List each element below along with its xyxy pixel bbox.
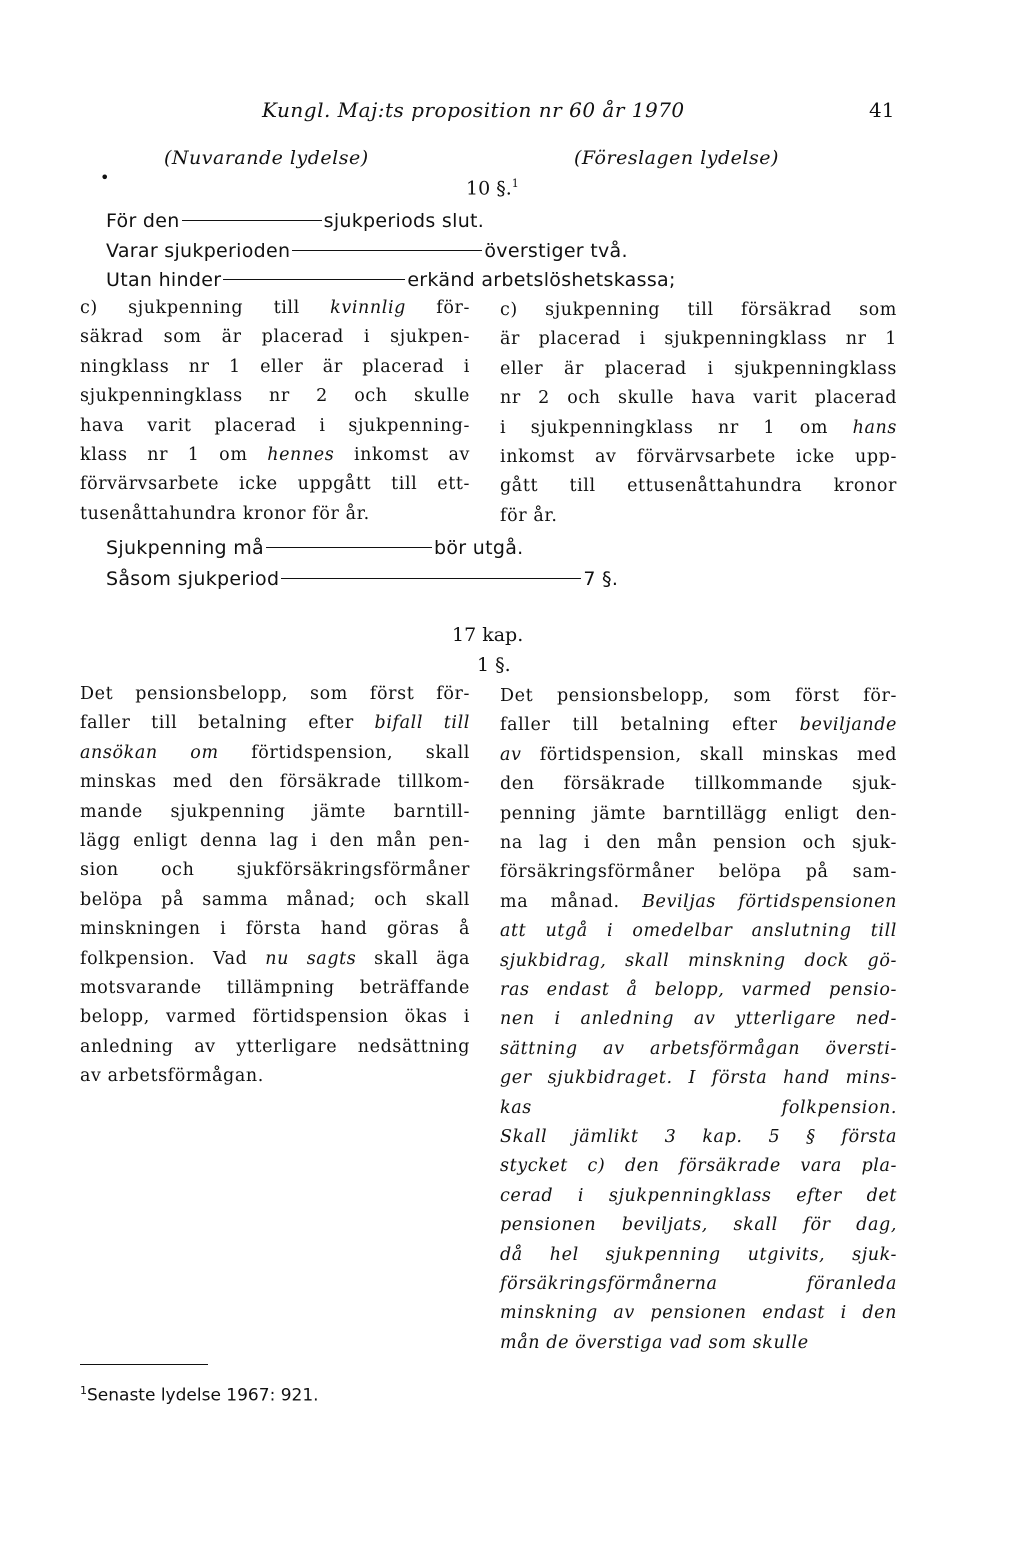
chapter-17-right-line: na lag i den mån pension och sjuk- xyxy=(500,833,897,853)
chapter-17-left-line: folkpension. Vad nu sagts skall äga xyxy=(80,948,470,969)
runin-line-3: Utan hinder erkänd arbetslöshetskassa; xyxy=(106,269,676,291)
chapter-17-right-line: att utgå i omedelbar anslutning till xyxy=(500,921,897,942)
section-10-left-line: tusenåttahundra kronor för år. xyxy=(80,503,370,524)
chapter-17-left-line: sion och sjukförsäkringsförmåner xyxy=(80,860,470,881)
chapter-17-right-line: den försäkrade tillkommande sjuk- xyxy=(500,774,897,795)
chapter-17-left-line: anledning av ytterligare nedsättning xyxy=(80,1036,470,1057)
chapter-heading: 17 kap. xyxy=(452,624,524,646)
chapter-17-right-line: nen i anledning av ytterligare ned- xyxy=(500,1009,897,1030)
chapter-17-right-line: faller till betalning efter beviljande xyxy=(500,715,897,736)
chapter-17-right-line: minskning av pensionen endast i den xyxy=(500,1303,897,1324)
section-10-left-line: klass nr 1 om hennes inkomst av xyxy=(80,445,470,465)
chapter-17-left-line: lägg enligt denna lag i den mån pen- xyxy=(80,831,470,851)
chapter-17-left-line: minskningen i första hand göras å xyxy=(80,919,470,940)
chapter-17-left-line: belopp, varmed förtidspension ökas i xyxy=(80,1007,470,1028)
chapter-17-right-line: pensionen beviljats, skall för dag, xyxy=(500,1215,897,1236)
runin-line-2: Varar sjukperioden överstiger två. xyxy=(106,240,628,262)
section-10-left-line: säkrad som är placerad i sjukpen- xyxy=(80,327,470,348)
section-10-left-line: c) sjukpenning till kvinnlig för- xyxy=(80,298,471,318)
chapter-17-left-line: minskas med den försäkrade tillkom- xyxy=(80,772,470,793)
chapter-17-right-line: ras endast å belopp, varmed pensio- xyxy=(500,980,897,1000)
section-10-right-line: i sjukpenningklass nr 1 om hans xyxy=(500,417,897,438)
chapter-17-right-line: penning jämte barntillägg enligt den- xyxy=(500,803,897,824)
section-10-left-line: förvärvsarbete icke uppgått till ett- xyxy=(80,474,470,495)
chapter-17-right-line: sättning av arbetsförmågan översti- xyxy=(500,1038,897,1059)
chapter-17-right-line: cerad i sjukpenningklass efter det xyxy=(500,1185,897,1206)
left-column-heading: (Nuvarande lydelse) xyxy=(164,147,369,169)
section-10-right-line: för år. xyxy=(500,505,558,526)
chapter-17-right-line: sjukbidrag, skall minskning dock gö- xyxy=(500,950,897,971)
section-10-left-line: ningklass nr 1 eller är placerad i xyxy=(80,356,470,377)
chapter-17-left-line: av arbetsförmågan. xyxy=(80,1066,264,1087)
section-10-mark: 10 §.$^1$ xyxy=(466,177,519,200)
chapter-17-right-line: ger sjukbidraget. I första hand mins- xyxy=(500,1068,897,1089)
footnote: $^1$Senaste lydelse 1967: 921. xyxy=(80,1384,319,1406)
chapter-17-right-line: stycket c) den försäkrade vara pla- xyxy=(500,1156,897,1177)
chapter-17-right-line: ma månad. Beviljas förtidspensionen xyxy=(500,891,897,912)
chapter-17-right-line: Skall jämlikt 3 kap. 5 § första xyxy=(500,1127,897,1147)
page-number: 41 xyxy=(869,98,895,122)
chapter-17-left-line: mande sjukpenning jämte barntill- xyxy=(80,801,470,822)
chapter-17-right-line: Det pensionsbelopp, som först för- xyxy=(500,686,897,706)
chapter-17-right-line: då hel sjukpenning utgivits, sjuk- xyxy=(500,1244,897,1265)
chapter-17-right-line: försäkringsförmåner belöpa på sam- xyxy=(500,862,897,883)
section-10-right-line: gått till ettusenåttahundra kronor xyxy=(500,476,897,497)
section-10-right-line: nr 2 och skulle hava varit placerad xyxy=(500,388,897,409)
runin-line-5: Såsom sjukperiod 7 §. xyxy=(106,568,619,590)
chapter-17-left-line: belöpa på samma månad; och skall xyxy=(80,889,470,910)
chapter-17-left-line: faller till betalning efter bifall till xyxy=(80,713,470,734)
runin-line-4: Sjukpenning må bör utgå. xyxy=(106,537,524,559)
chapter-section-mark: 1 §. xyxy=(477,654,511,676)
chapter-17-right-line: av förtidspension, skall minskas med xyxy=(500,744,897,765)
right-column-heading: (Föreslagen lydelse) xyxy=(574,147,779,169)
chapter-17-right-line: kas folkpension. xyxy=(500,1097,897,1118)
section-10-right-line: eller är placerad i sjukpenningklass xyxy=(500,358,897,379)
chapter-17-right-line: försäkringsförmånerna föranleda xyxy=(500,1274,897,1294)
chapter-17-left-line: ansökan om förtidspension, skall xyxy=(80,742,470,763)
section-10-left-line: sjukpenningklass nr 2 och skulle xyxy=(80,386,470,407)
stray-dot-mark: • xyxy=(100,168,110,187)
section-10-right-line: c) sjukpenning till försäkrad som xyxy=(500,300,897,320)
chapter-17-right-line: mån de överstiga vad som skulle xyxy=(500,1332,809,1353)
chapter-17-left-line: Det pensionsbelopp, som först för- xyxy=(80,684,470,704)
chapter-17-left-line: motsvarande tillämpning beträffande xyxy=(80,978,470,998)
section-10-right-line: är placerad i sjukpenningklass nr 1 xyxy=(500,329,897,350)
runin-line-1: För den sjukperiods slut. xyxy=(106,210,485,232)
section-10-left-line: hava varit placerad i sjukpenning- xyxy=(80,415,470,436)
section-10-right-line: inkomst av förvärvsarbete icke upp- xyxy=(500,447,897,467)
running-header: Kungl. Maj:ts proposition nr 60 år 1970 xyxy=(262,98,685,122)
footnote-rule xyxy=(80,1364,208,1365)
